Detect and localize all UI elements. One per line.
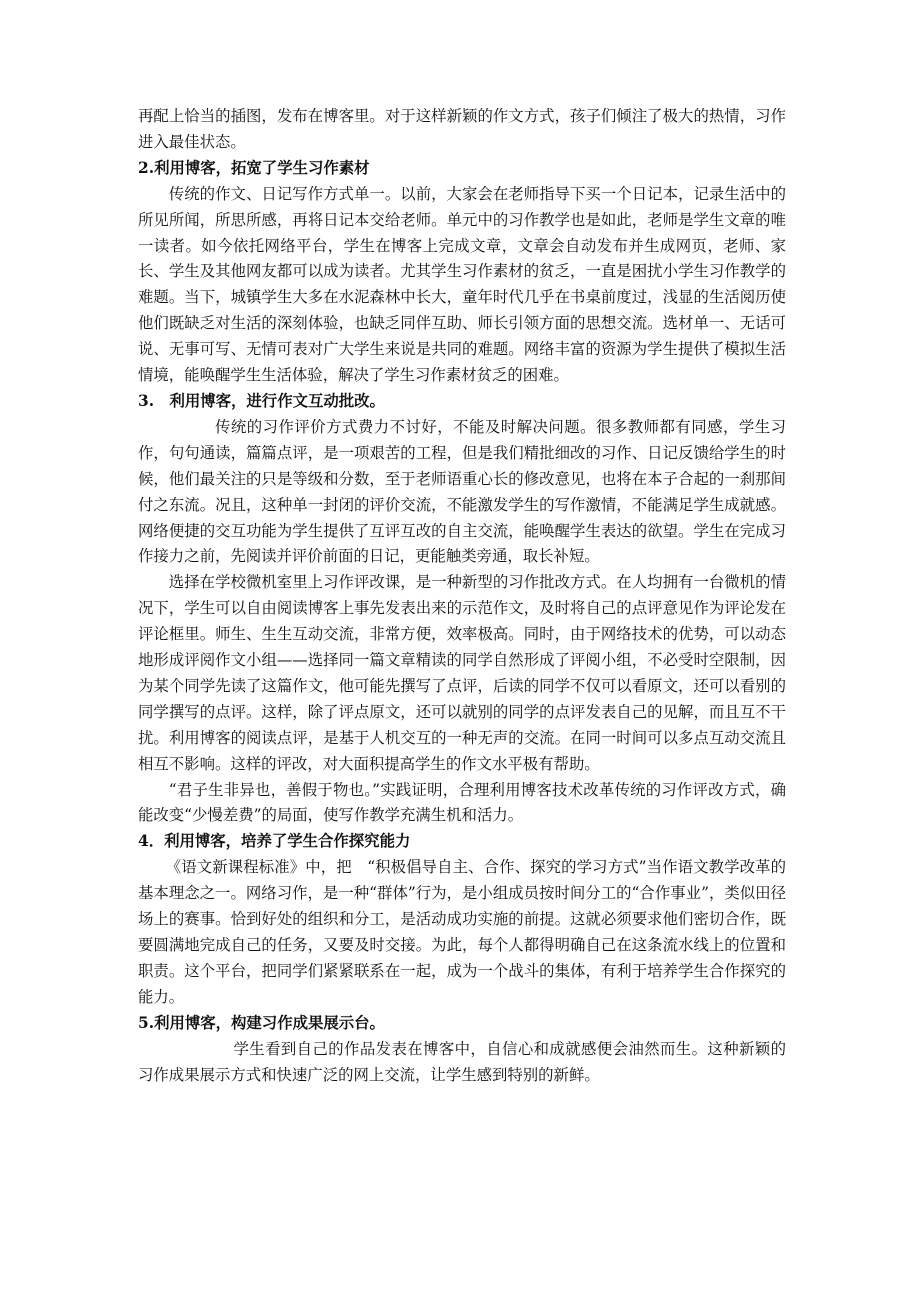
paragraph-computer-room: 选择在学校微机室里上习作评改课，是一种新型的习作批改方式。在人均拥有一台微机的情况下，学生可以自由阅读博客上事先发表出来的示范作文，及时将自己的点评意见作为评论发在评论框里。师生、生生互动交流，非常方便，效率极高。同时，由于网络技术的优势，可以动态地形成评阅作文小组——选择同一篇文章精读的同学自然形成了评阅小组，不必受时空限制，因为某个同学先读了这篇作文，他可能先撰写了点评，后读的同学不仅可以看原文，还可以看别的同学撰写的点评。这样，除了评点原文，还可以就别的同学的点评发表自己的见解，而且互不干扰。利用博客的阅读点评，是基于人机交互的一种无声的交流。在同一时间可以多点互动交流且相互不影响。这样的评改，对大面积提高学生的作文水平极有帮助。 [138,573,786,773]
paragraph-quote: “君子生非异也，善假于物也。”实践证明，合理利用博客技术改革传统的习作评改方式，确能改变“少慢差费”的局面，使写作教学充满生机和活力。 [138,780,786,825]
section-heading-4: 4．利用博客，培养了学生合作探究能力 [138,832,411,851]
section-heading-2: 2.利用博客，拓宽了学生习作素材 [138,158,370,177]
paragraph-continuation: 再配上恰当的插图，发布在博客里。对于这样新颖的作文方式，孩子们倾注了极大的热情，习作进入最佳状态。 [138,107,786,151]
section-heading-5: 5.利用博客，构建习作成果展示台。 [138,1013,385,1032]
document-body [138,104,786,1088]
paragraph-traditional-writing: 传统的作文、日记写作方式单一。以前，大家会在老师指导下买一个日记本，记录生活中的所见所闻，所思所感，再将日记本交给老师。单元中的习作教学也是如此，老师是学生文章的唯一读者。如今依托网络平台，学生在博客上完成文章，文章会自动发布并生成网页，老师、家长、学生及其他网友都可以成为读者。尤其学生习作素材的贫乏，一直是困扰小学生习作教学的难题。当下，城镇学生大多在水泥森林中长大，童年时代几乎在书桌前度过，浅显的生活阅历使他们既缺乏对生活的深刻体验，也缺乏同伴互助、师长引领方面的思想交流。选材单一、无话可说、无事可写、无情可表对广大学生来说是共同的难题。网络丰富的资源为学生提供了模拟生活情境，能唤醒学生生活体验，解决了学生习作素材贫乏的困难。 [138,184,786,385]
section-heading-3: 3. 利用博客，进行作文互动批改。 [138,391,385,410]
paragraph-cooperation: 《语文新课程标准》中，把 “积极倡导自主、合作、探究的学习方式”当作语文教学改革的基本理念之一。网络习作，是一种“群体”行为，是小组成员按时间分工的“合作事业”，类似田径场上的赛事。恰到好处的组织和分工，是活动成功实施的前提。这就必须要求他们密切合作，既要圆满地完成自己的任务，又要及时交接。为此，每个人都得明确自己在这条流水线上的位置和职责。这个平台，把同学们紧紧联系在一起，成为一个战斗的集体，有利于培养学生合作探究的能力。 [138,858,786,1006]
paragraph-showcase: 学生看到自己的作品发表在博客中，自信心和成就感便会油然而生。这种新颖的习作成果展示方式和快速广泛的网上交流，让学生感到特别的新鲜。 [138,1039,786,1084]
paragraph-traditional-evaluation: 传统的习作评价方式费力不讨好，不能及时解决问题。很多教师都有同感，学生习作，句句通读，篇篇点评，是一项艰苦的工程，但是我们精批细改的习作、日记反馈给学生的时候，他们最关注的只是等级和分数，至于老师语重心长的修改意见，也将在本子合起的一刹那间付之东流。况且，这种单一封闭的评价交流，不能激发学生的写作激情，不能满足学生成就感。网络便捷的交互功能为学生提供了互评互改的自主交流，能唤醒学生表达的欲望。学生在完成习作接力之前，先阅读并评价前面的日记，更能触类旁通，取长补短。 [138,417,786,566]
